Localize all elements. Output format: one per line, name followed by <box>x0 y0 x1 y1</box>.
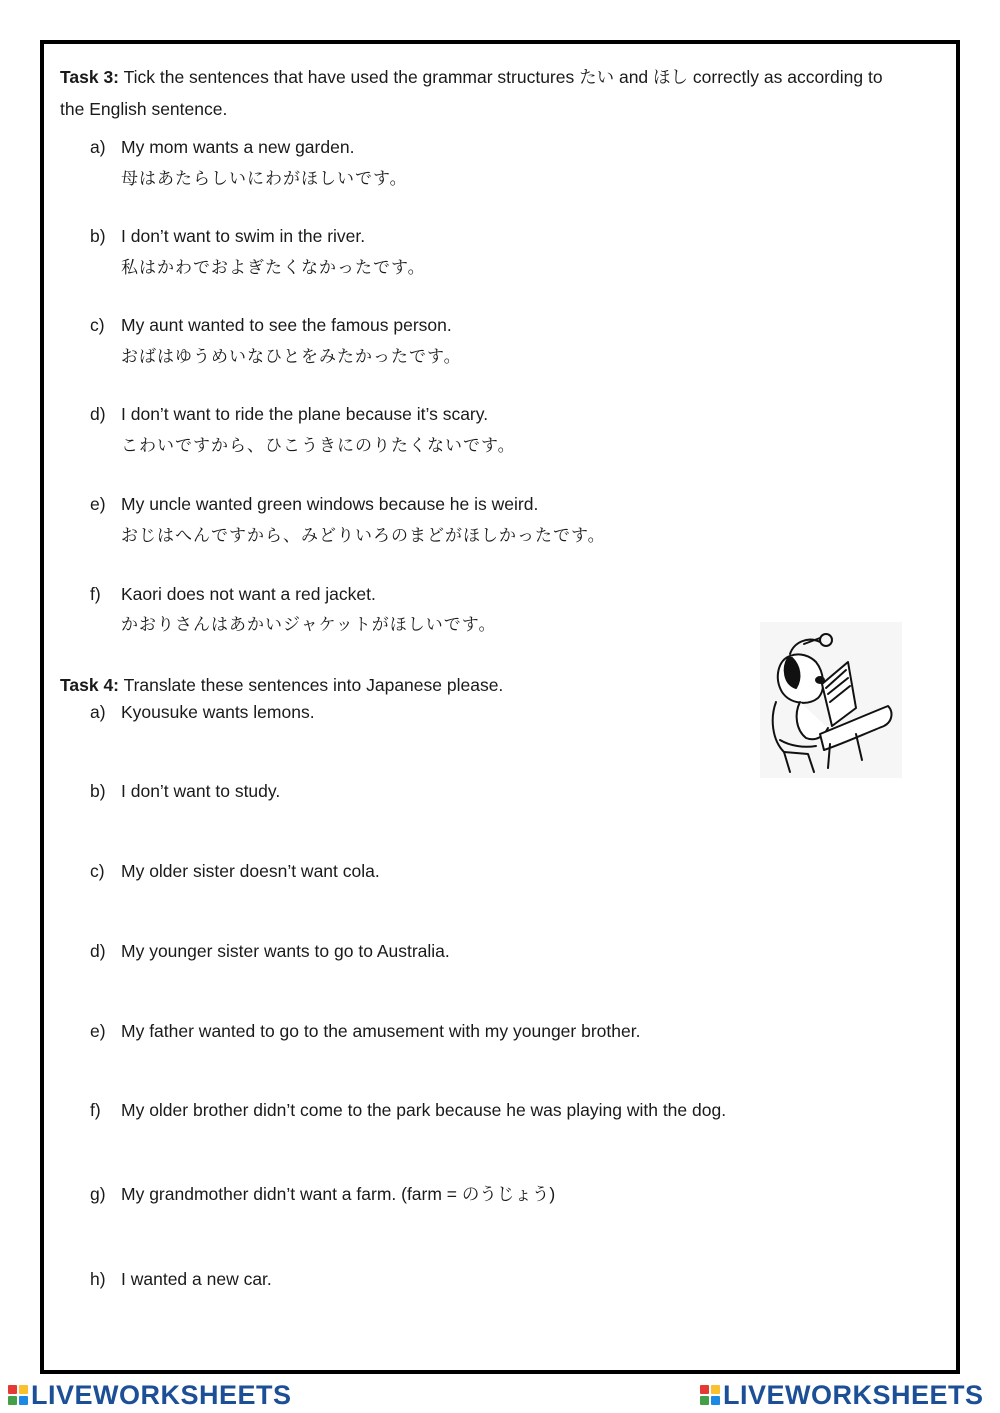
task4-item-label: b) <box>90 781 106 801</box>
task4-item-label: c) <box>90 861 105 881</box>
task3-instruction-line2: the English sentence. <box>60 99 228 119</box>
task3-item-english: I don’t want to ride the plane because it’s scary. <box>121 404 489 424</box>
task4-instruction: Translate these sentences into Japanese please. <box>123 675 504 695</box>
task3-item-japanese[interactable]: おじはへんですから、みどりいろのまどがほしかったです。 <box>121 526 606 546</box>
liveworksheets-logo-icon <box>8 1385 28 1405</box>
task3-heading: Task 3: <box>60 67 120 87</box>
footer-brand-right <box>700 1381 984 1409</box>
task4-item-english: Kyousuke wants lemons. <box>121 702 315 722</box>
task4-item-label: e) <box>90 1021 106 1041</box>
footer-brand-left <box>8 1381 292 1409</box>
task3-item-label: f) <box>90 584 101 604</box>
task4-item-english: My older sister doesn’t want cola. <box>121 861 380 881</box>
task3-item-english: My uncle wanted green windows because he is weird. <box>121 494 539 514</box>
task4-item-english: My father wanted to go to the amusement with my younger brother. <box>121 1021 641 1041</box>
task4-item-label: a) <box>90 702 106 722</box>
task4-item-english: I wanted a new car. <box>121 1269 272 1289</box>
task3-item-japanese[interactable]: 私はかわでおよぎたくなかったです。 <box>121 258 426 278</box>
task4-item-english: My older brother didn’t come to the park because he was playing with the dog. <box>121 1100 727 1120</box>
task3-instruction-line1 <box>60 66 883 88</box>
task4-heading: Task 4: <box>60 675 120 695</box>
task4-item-label: g) <box>90 1184 106 1204</box>
task3-item-japanese[interactable]: こわいですから、ひこうきにのりたくないです。 <box>121 436 516 456</box>
task4-item-english: My grandmother didn’t want a farm. (farm = のうじょう) <box>121 1184 556 1204</box>
task4-item-label: h) <box>90 1269 106 1289</box>
task4-instruction-line <box>60 674 503 696</box>
task3-item-label: c) <box>90 315 105 335</box>
task3-item-japanese[interactable]: かおりさんはあかいジャケットがほしいです。 <box>121 615 497 635</box>
task3-instruction: Tick the sentences that have used the grammar structures たい and ほし correctly as according to <box>123 67 883 87</box>
task3-item-japanese[interactable]: おばはゆうめいなひとをみたかったです。 <box>121 347 462 367</box>
task3-item-label: a) <box>90 137 106 157</box>
task3-item-japanese[interactable]: 母はあたらしいにわがほしいです。 <box>121 169 408 189</box>
task3-item-label: b) <box>90 226 106 246</box>
task3-item-english: My aunt wanted to see the famous person. <box>121 315 452 335</box>
liveworksheets-logo-icon <box>700 1385 720 1405</box>
task3-item-english: My mom wants a new garden. <box>121 137 355 157</box>
task4-item-english: My younger sister wants to go to Australia. <box>121 941 450 961</box>
task3-item-label: d) <box>90 404 106 424</box>
task4-item-label: f) <box>90 1100 101 1120</box>
task3-item-label: e) <box>90 494 106 514</box>
brand-text: LIVEWORKSHEETS <box>31 1379 292 1410</box>
task4-item-english: I don’t want to study. <box>121 781 281 801</box>
snoopy-reading-icon <box>760 622 902 778</box>
task4-item-label: d) <box>90 941 106 961</box>
task3-item-english: I don’t want to swim in the river. <box>121 226 366 246</box>
task3-item-english: Kaori does not want a red jacket. <box>121 584 376 604</box>
brand-text: LIVEWORKSHEETS <box>723 1379 984 1410</box>
